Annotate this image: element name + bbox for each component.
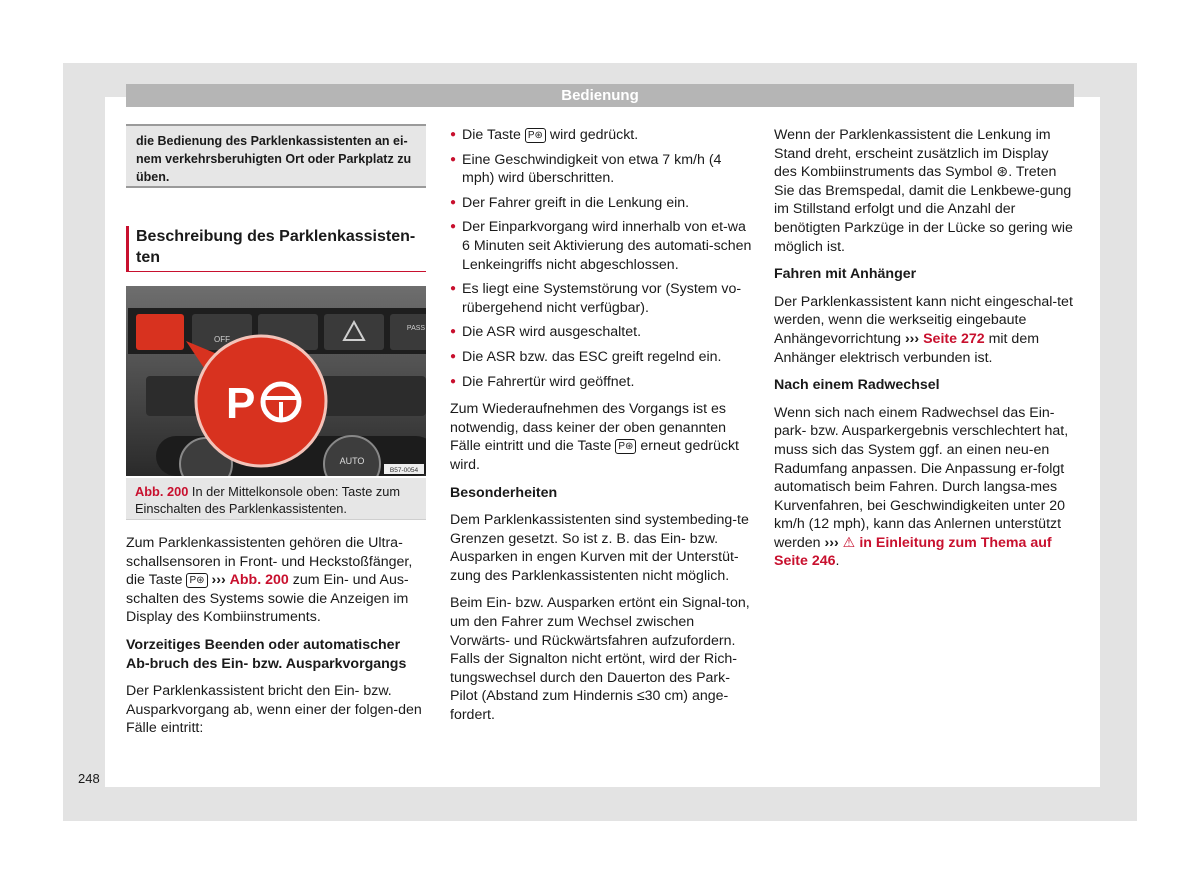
paragraph: Der Parklenkassistent bricht den Ein- bzw. Ausparkvorgang ab, wenn einer der folgen-den Fälle eintritt: (126, 683, 422, 737)
section-title: Beschreibung des Parklenkassisten-ten (126, 226, 426, 272)
list-item: ● Es liegt eine Systemstörung vor (System vo-rübergehend nicht verfügbar). (450, 280, 752, 317)
paragraph: Beim Ein- bzw. Ausparken ertönt ein Signal-ton, um den Fahrer zum Wechsel zwischen Vorwärts- und Rückwärtsfahren aufzufordern. Falls der Signalton nicht ertönt, wird der Rich-tungswechsel durch den Dauerton des Park-Pilot (Abstand zum Hindernis ≤30 cm) ange-fordert. (450, 595, 750, 724)
bullet-list (450, 126, 752, 391)
paragraph: Dem Parklenkassistenten sind systembeding-te Grenzen gesetzt. So ist z. B. das Ein- bzw. Ausparken in engen Kurven mit der Unterstüt-zung des Parklenkassistenten nicht möglich. (450, 512, 749, 584)
park-assist-button (136, 314, 184, 350)
figure-caption-text: In der Mittelkonsole oben: Taste zum Einschalten des Parklenkassistenten. (135, 484, 401, 516)
column-2-text (450, 126, 752, 734)
list-item: ● Die Fahrertür wird geöffnet. (450, 373, 752, 392)
text: . Treten Sie das Bremspedal, damit die Lenkbewe-gung im Stillstand erfolgt und die Anzahl der benötigten Parkzüge in der Lücke so gering wie möglich ist. (774, 164, 1073, 255)
subheading: Vorzeitiges Beenden oder automatischer Ab-bruch des Ein- bzw. Ausparkvorgangs (126, 636, 407, 672)
console-illustration (126, 286, 426, 476)
paragraph (774, 293, 1074, 367)
text: Zum Parklenkassistenten gehören die Ultra-schallsensoren in Front- und Heckstoßfänger, die Taste (126, 535, 413, 589)
button-label-off: OFF (214, 335, 230, 344)
figure-caption (126, 478, 426, 520)
text: erneut gedrückt wird. (450, 438, 739, 473)
list-item: ● Der Einparkvorgang wird innerhalb von et-wa 6 Minuten seit Aktivierung des automati-schen Lenkeingriffs nicht abgeschlossen. (450, 218, 752, 274)
page-link[interactable]: Seite 272 (923, 330, 985, 347)
note-box: die Bedienung des Parklenkassistenten an ei-nem verkehrsberuhigten Ort oder Parkplatz zu üben. (126, 124, 426, 188)
column-3-text (774, 126, 1074, 580)
list-item: ● Eine Geschwindigkeit von etwa 7 km/h (4 mph) wird überschritten. (450, 151, 752, 188)
dial-label-auto: AUTO (339, 456, 365, 466)
figure-image (126, 286, 426, 476)
list-item: ● Die ASR bzw. das ESC greift regelnd ein. (450, 348, 752, 367)
park-assist-key-icon: P⊛ (615, 439, 636, 454)
list-item: ● Der Fahrer greift in die Lenkung ein. (450, 194, 752, 213)
list-item (450, 126, 752, 145)
console-button (390, 314, 426, 350)
subheading: Fahren mit Anhänger (774, 266, 917, 283)
text: mit dem Anhänger elektrisch verbunden ist. (774, 330, 1040, 366)
figure-code: B57-0054 (389, 467, 419, 474)
button-label-pass: PASS (406, 325, 426, 332)
text: zum Ein- und Aus-schalten des Systems sowie die Anzeigen im Display des Kombiinstruments. (126, 572, 409, 626)
ref-arrow: ››› (211, 572, 226, 589)
text: wird gedrückt. (549, 127, 639, 143)
text: Wenn sich nach einem Radwechsel das Ein-park- bzw. Ausparkergebnis verschlechtert hat, muss sich das System ggf. an einen neu-en Radumfang anpassen. Die Anpassung er-folgt automatisch beim Fahren. Durch langsa-mes Kurvenfahren, bei Geschwindigkeiten unter 20 km/h (12 mph), kann das Anlernen unterstützt werden (774, 404, 1069, 551)
topic-link[interactable]: in Einleitung zum Thema auf Seite 246 (774, 534, 1052, 570)
list-item: ● Die ASR wird ausgeschaltet. (450, 323, 752, 342)
parking-p-icon: P (226, 379, 256, 428)
figure-link[interactable]: Abb. 200 (229, 572, 289, 589)
park-assist-key-icon: P⊛ (525, 128, 546, 143)
ref-arrow: ››› (824, 534, 839, 551)
steering-symbol-icon: ⊛ (996, 164, 1009, 181)
ref-arrow: ››› (904, 330, 920, 347)
text: Zum Wiederaufnehmen des Vorgangs ist es notwendig, dass keiner der oben genannten Fälle eintritt und die Taste (450, 401, 727, 455)
section-header: Bedienung (126, 84, 1074, 107)
column-1-text (126, 534, 426, 747)
paragraph (774, 126, 1074, 256)
paragraph (450, 400, 752, 474)
figure-label: Abb. 200 (135, 484, 189, 499)
park-assist-key-icon: P⊛ (186, 573, 207, 588)
text: Die Taste (462, 127, 521, 143)
hazard-button (324, 314, 384, 350)
warning-icon: ⚠ (842, 534, 856, 551)
page-number: 248 (78, 771, 100, 786)
subheading: Besonderheiten (450, 484, 558, 501)
text: . (835, 553, 840, 570)
subheading: Nach einem Radwechsel (774, 377, 940, 394)
paragraph (126, 534, 426, 627)
text: Der Parklenkassistent kann nicht eingeschal-tet werden, wenn die werkseitig eingebaute Anhängevorrichtung (774, 293, 1073, 347)
text: Wenn der Parklenkassistent die Lenkung im Stand dreht, erscheint zusätzlich im Display des Kombiinstruments das Symbol (774, 127, 1051, 181)
paragraph (774, 404, 1074, 571)
